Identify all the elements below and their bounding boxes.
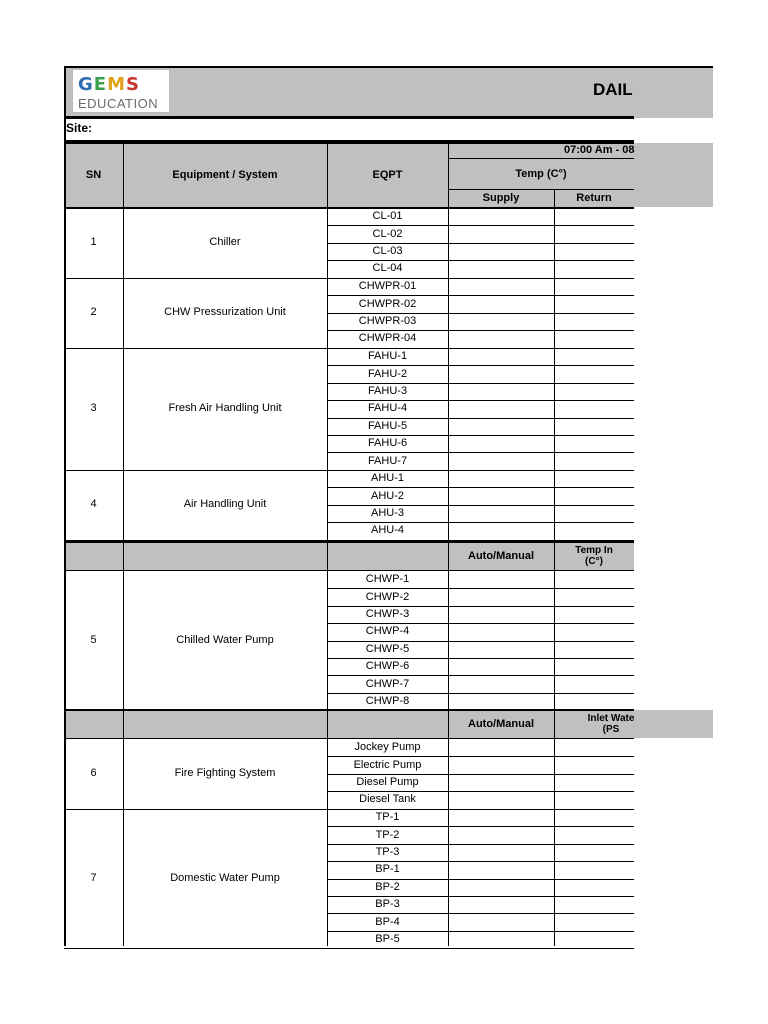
reading-cell-1	[448, 435, 554, 452]
group-sn: 1	[90, 236, 97, 249]
eqpt-cell: BP-5	[375, 932, 400, 945]
reading-cell-1	[448, 571, 554, 588]
reading-cell-1	[448, 675, 554, 692]
grid-line	[448, 143, 449, 946]
reading-cell-2	[554, 571, 634, 588]
grid-line	[327, 505, 634, 506]
grid-line	[327, 756, 634, 757]
reading-cell-1	[448, 418, 554, 435]
reading-cell-2	[554, 225, 634, 242]
reading-cell-1	[448, 225, 554, 242]
eqpt-cell: BP-1	[375, 863, 400, 876]
reading-cell-2	[554, 606, 634, 623]
reading-cell-2	[554, 791, 634, 808]
reading-cell-1	[448, 693, 554, 710]
reading-cell-1	[448, 623, 554, 640]
reading-cell-2	[554, 522, 634, 539]
eqpt-cell: BP-4	[375, 915, 400, 928]
grid-line	[327, 487, 634, 488]
reading-cell-1	[448, 313, 554, 330]
grid-line	[327, 225, 634, 226]
reading-cell-1	[448, 470, 554, 487]
reading-cell-2	[554, 243, 634, 260]
grid-line	[327, 658, 634, 659]
eqpt-cell: FAHU-7	[367, 454, 408, 467]
grid-line	[64, 709, 634, 711]
reading-cell-1	[448, 295, 554, 312]
reading-cell-1	[448, 826, 554, 843]
reading-cell-2	[554, 844, 634, 861]
eqpt-cell: CL-01	[372, 210, 403, 223]
grid-line	[327, 365, 634, 366]
reading-cell-2	[554, 756, 634, 773]
eqpt-cell: CHWP-1	[365, 573, 410, 586]
col-return: Return	[576, 192, 612, 204]
reading-cell-1	[448, 522, 554, 539]
reading-cell-1	[448, 844, 554, 861]
reading-cell-1	[448, 487, 554, 504]
grid-line	[327, 383, 634, 384]
reading-cell-1	[448, 739, 554, 756]
eqpt-cell: CHWP-4	[365, 625, 410, 638]
reading-cell-2	[554, 826, 634, 843]
eqpt-cell: TP-1	[375, 811, 400, 824]
group-name: CHW Pressurization Unit	[164, 306, 286, 319]
reading-cell-2	[554, 675, 634, 692]
logo-mark: GEMS	[78, 74, 140, 95]
group-name: Chilled Water Pump	[176, 634, 274, 647]
site-label: Site:	[66, 121, 93, 135]
eqpt-cell: CHWPR-02	[358, 297, 417, 310]
grid-line	[448, 158, 634, 159]
grid-line	[64, 738, 634, 739]
col-equipment: Equipment / System	[172, 168, 278, 181]
eqpt-cell: AHU-2	[370, 489, 404, 502]
col-temp-in: Temp In (C°)	[575, 545, 613, 567]
log-sheet	[64, 66, 713, 946]
eqpt-cell: Jockey Pump	[354, 741, 421, 754]
group-sn: 6	[90, 767, 97, 780]
grid-line	[327, 844, 634, 845]
eqpt-cell: CHWPR-03	[358, 314, 417, 327]
group-name: Domestic Water Pump	[170, 872, 280, 885]
reading-cell-2	[554, 400, 634, 417]
eqpt-cell: CHWPR-04	[358, 332, 417, 345]
eqpt-cell: FAHU-4	[367, 402, 408, 415]
reading-cell-2	[554, 861, 634, 878]
grid-line	[327, 400, 634, 401]
reading-cell-1	[448, 383, 554, 400]
eqpt-cell: FAHU-1	[367, 350, 408, 363]
reading-cell-1	[448, 913, 554, 930]
grid-line	[327, 896, 634, 897]
eqpt-cell: CL-03	[372, 244, 403, 257]
reading-cell-2	[554, 913, 634, 930]
eqpt-cell: CHWPR-01	[358, 280, 417, 293]
reading-cell-2	[554, 623, 634, 640]
eqpt-cell: CHWP-8	[365, 694, 410, 707]
grid-line	[327, 826, 634, 827]
reading-cell-1	[448, 588, 554, 605]
eqpt-cell: TP-2	[375, 828, 400, 841]
page-title: DAIL	[593, 80, 633, 99]
col-auto-manual: Auto/Manual	[468, 549, 534, 562]
group-name: Fire Fighting System	[174, 767, 276, 780]
reading-cell-1	[448, 208, 554, 225]
reading-cell-1	[448, 606, 554, 623]
reading-cell-1	[448, 330, 554, 347]
col-supply: Supply	[482, 192, 520, 204]
reading-cell-1	[448, 400, 554, 417]
reading-cell-2	[554, 693, 634, 710]
reading-cell-2	[554, 505, 634, 522]
group-name: Fresh Air Handling Unit	[168, 402, 282, 415]
reading-cell-2	[554, 931, 634, 948]
eqpt-cell: Diesel Tank	[359, 793, 416, 806]
grid-line	[327, 260, 634, 261]
reading-cell-1	[448, 505, 554, 522]
grid-line	[327, 435, 634, 436]
grid-line	[554, 190, 555, 946]
reading-cell-2	[554, 487, 634, 504]
grid-line	[123, 143, 124, 946]
reading-cell-2	[554, 348, 634, 365]
grid-line	[64, 570, 634, 571]
reading-cell-2	[554, 313, 634, 330]
reading-cell-2	[554, 879, 634, 896]
eqpt-cell: BP-3	[375, 898, 400, 911]
grid-line	[327, 588, 634, 589]
reading-cell-2	[554, 208, 634, 225]
reading-cell-1	[448, 774, 554, 791]
reading-cell-1	[448, 896, 554, 913]
reading-cell-2	[554, 470, 634, 487]
reading-cell-1	[448, 278, 554, 295]
reading-cell-1	[448, 658, 554, 675]
col-eqpt: EQPT	[372, 168, 403, 181]
time-header: 07:00 Am - 08	[564, 144, 635, 156]
reading-cell-2	[554, 278, 634, 295]
eqpt-cell: CHWP-3	[365, 607, 410, 620]
grid-line	[327, 861, 634, 862]
eqpt-cell: AHU-4	[370, 524, 404, 537]
grid-line	[327, 913, 634, 914]
grid-line	[327, 774, 634, 775]
reading-cell-2	[554, 330, 634, 347]
grid-line	[327, 791, 634, 792]
eqpt-cell: Electric Pump	[353, 758, 422, 771]
reading-cell-2	[554, 739, 634, 756]
reading-cell-2	[554, 896, 634, 913]
reading-cell-2	[554, 260, 634, 277]
eqpt-cell: CL-04	[372, 262, 403, 275]
eqpt-cell: FAHU-5	[367, 419, 408, 432]
group-sn: 2	[90, 306, 97, 319]
eqpt-cell: AHU-1	[370, 472, 404, 485]
eqpt-cell: CHWP-6	[365, 660, 410, 673]
reading-cell-1	[448, 641, 554, 658]
reading-cell-1	[448, 879, 554, 896]
gems-education-logo	[72, 69, 170, 113]
eqpt-cell: CHWP-7	[365, 677, 410, 690]
logo-subtitle: EDUCATION	[78, 96, 159, 111]
grid-line	[327, 313, 634, 314]
reading-cell-2	[554, 383, 634, 400]
eqpt-cell: Diesel Pump	[356, 775, 419, 788]
reading-cell-1	[448, 365, 554, 382]
reading-cell-2	[554, 435, 634, 452]
reading-cell-2	[554, 641, 634, 658]
grid-line	[327, 693, 634, 694]
grid-line	[327, 452, 634, 453]
eqpt-cell: CL-02	[372, 227, 403, 240]
grid-line	[327, 931, 634, 932]
reading-cell-2	[554, 365, 634, 382]
eqpt-cell: FAHU-6	[367, 437, 408, 450]
grid-line	[327, 330, 634, 331]
eqpt-cell: TP-3	[375, 845, 400, 858]
col-sn: SN	[85, 168, 102, 181]
group-name: Chiller	[209, 236, 241, 249]
group-sn: 4	[90, 498, 97, 511]
eqpt-cell: FAHU-2	[367, 367, 408, 380]
reading-cell-2	[554, 588, 634, 605]
reading-cell-2	[554, 774, 634, 791]
grid-line	[327, 522, 634, 523]
col-inlet-water: Inlet Wate (PS	[587, 713, 635, 735]
col-auto-manual: Auto/Manual	[468, 717, 534, 730]
reading-cell-1	[448, 791, 554, 808]
reading-cell-1	[448, 809, 554, 826]
grid-line	[327, 243, 634, 244]
reading-cell-2	[554, 295, 634, 312]
reading-cell-1	[448, 260, 554, 277]
group-sn: 7	[90, 872, 97, 885]
grid-line	[327, 418, 634, 419]
grid-line	[64, 143, 634, 144]
grid-line	[64, 66, 66, 946]
group-sn: 5	[90, 634, 97, 647]
eqpt-cell: AHU-3	[370, 506, 404, 519]
reading-cell-1	[448, 348, 554, 365]
reading-cell-1	[448, 931, 554, 948]
reading-cell-2	[554, 418, 634, 435]
reading-cell-2	[554, 809, 634, 826]
reading-cell-1	[448, 861, 554, 878]
grid-line	[64, 948, 634, 949]
grid-line	[64, 541, 634, 543]
eqpt-cell: CHWP-5	[365, 642, 410, 655]
eqpt-cell: CHWP-2	[365, 590, 410, 603]
grid-line	[327, 879, 634, 880]
reading-cell-1	[448, 243, 554, 260]
divider	[64, 116, 634, 119]
group-sn: 3	[90, 402, 97, 415]
reading-cell-1	[448, 452, 554, 469]
reading-cell-2	[554, 452, 634, 469]
grid-line	[327, 623, 634, 624]
grid-line	[327, 295, 634, 296]
grid-line	[327, 606, 634, 607]
grid-line	[327, 675, 634, 676]
group-name: Air Handling Unit	[183, 498, 267, 511]
reading-cell-2	[554, 658, 634, 675]
grid-line	[448, 189, 634, 190]
eqpt-cell: FAHU-3	[367, 384, 408, 397]
eqpt-cell: BP-2	[375, 880, 400, 893]
grid-line	[327, 143, 328, 946]
col-temp: Temp (C°)	[515, 167, 567, 180]
grid-line	[327, 641, 634, 642]
reading-cell-1	[448, 756, 554, 773]
